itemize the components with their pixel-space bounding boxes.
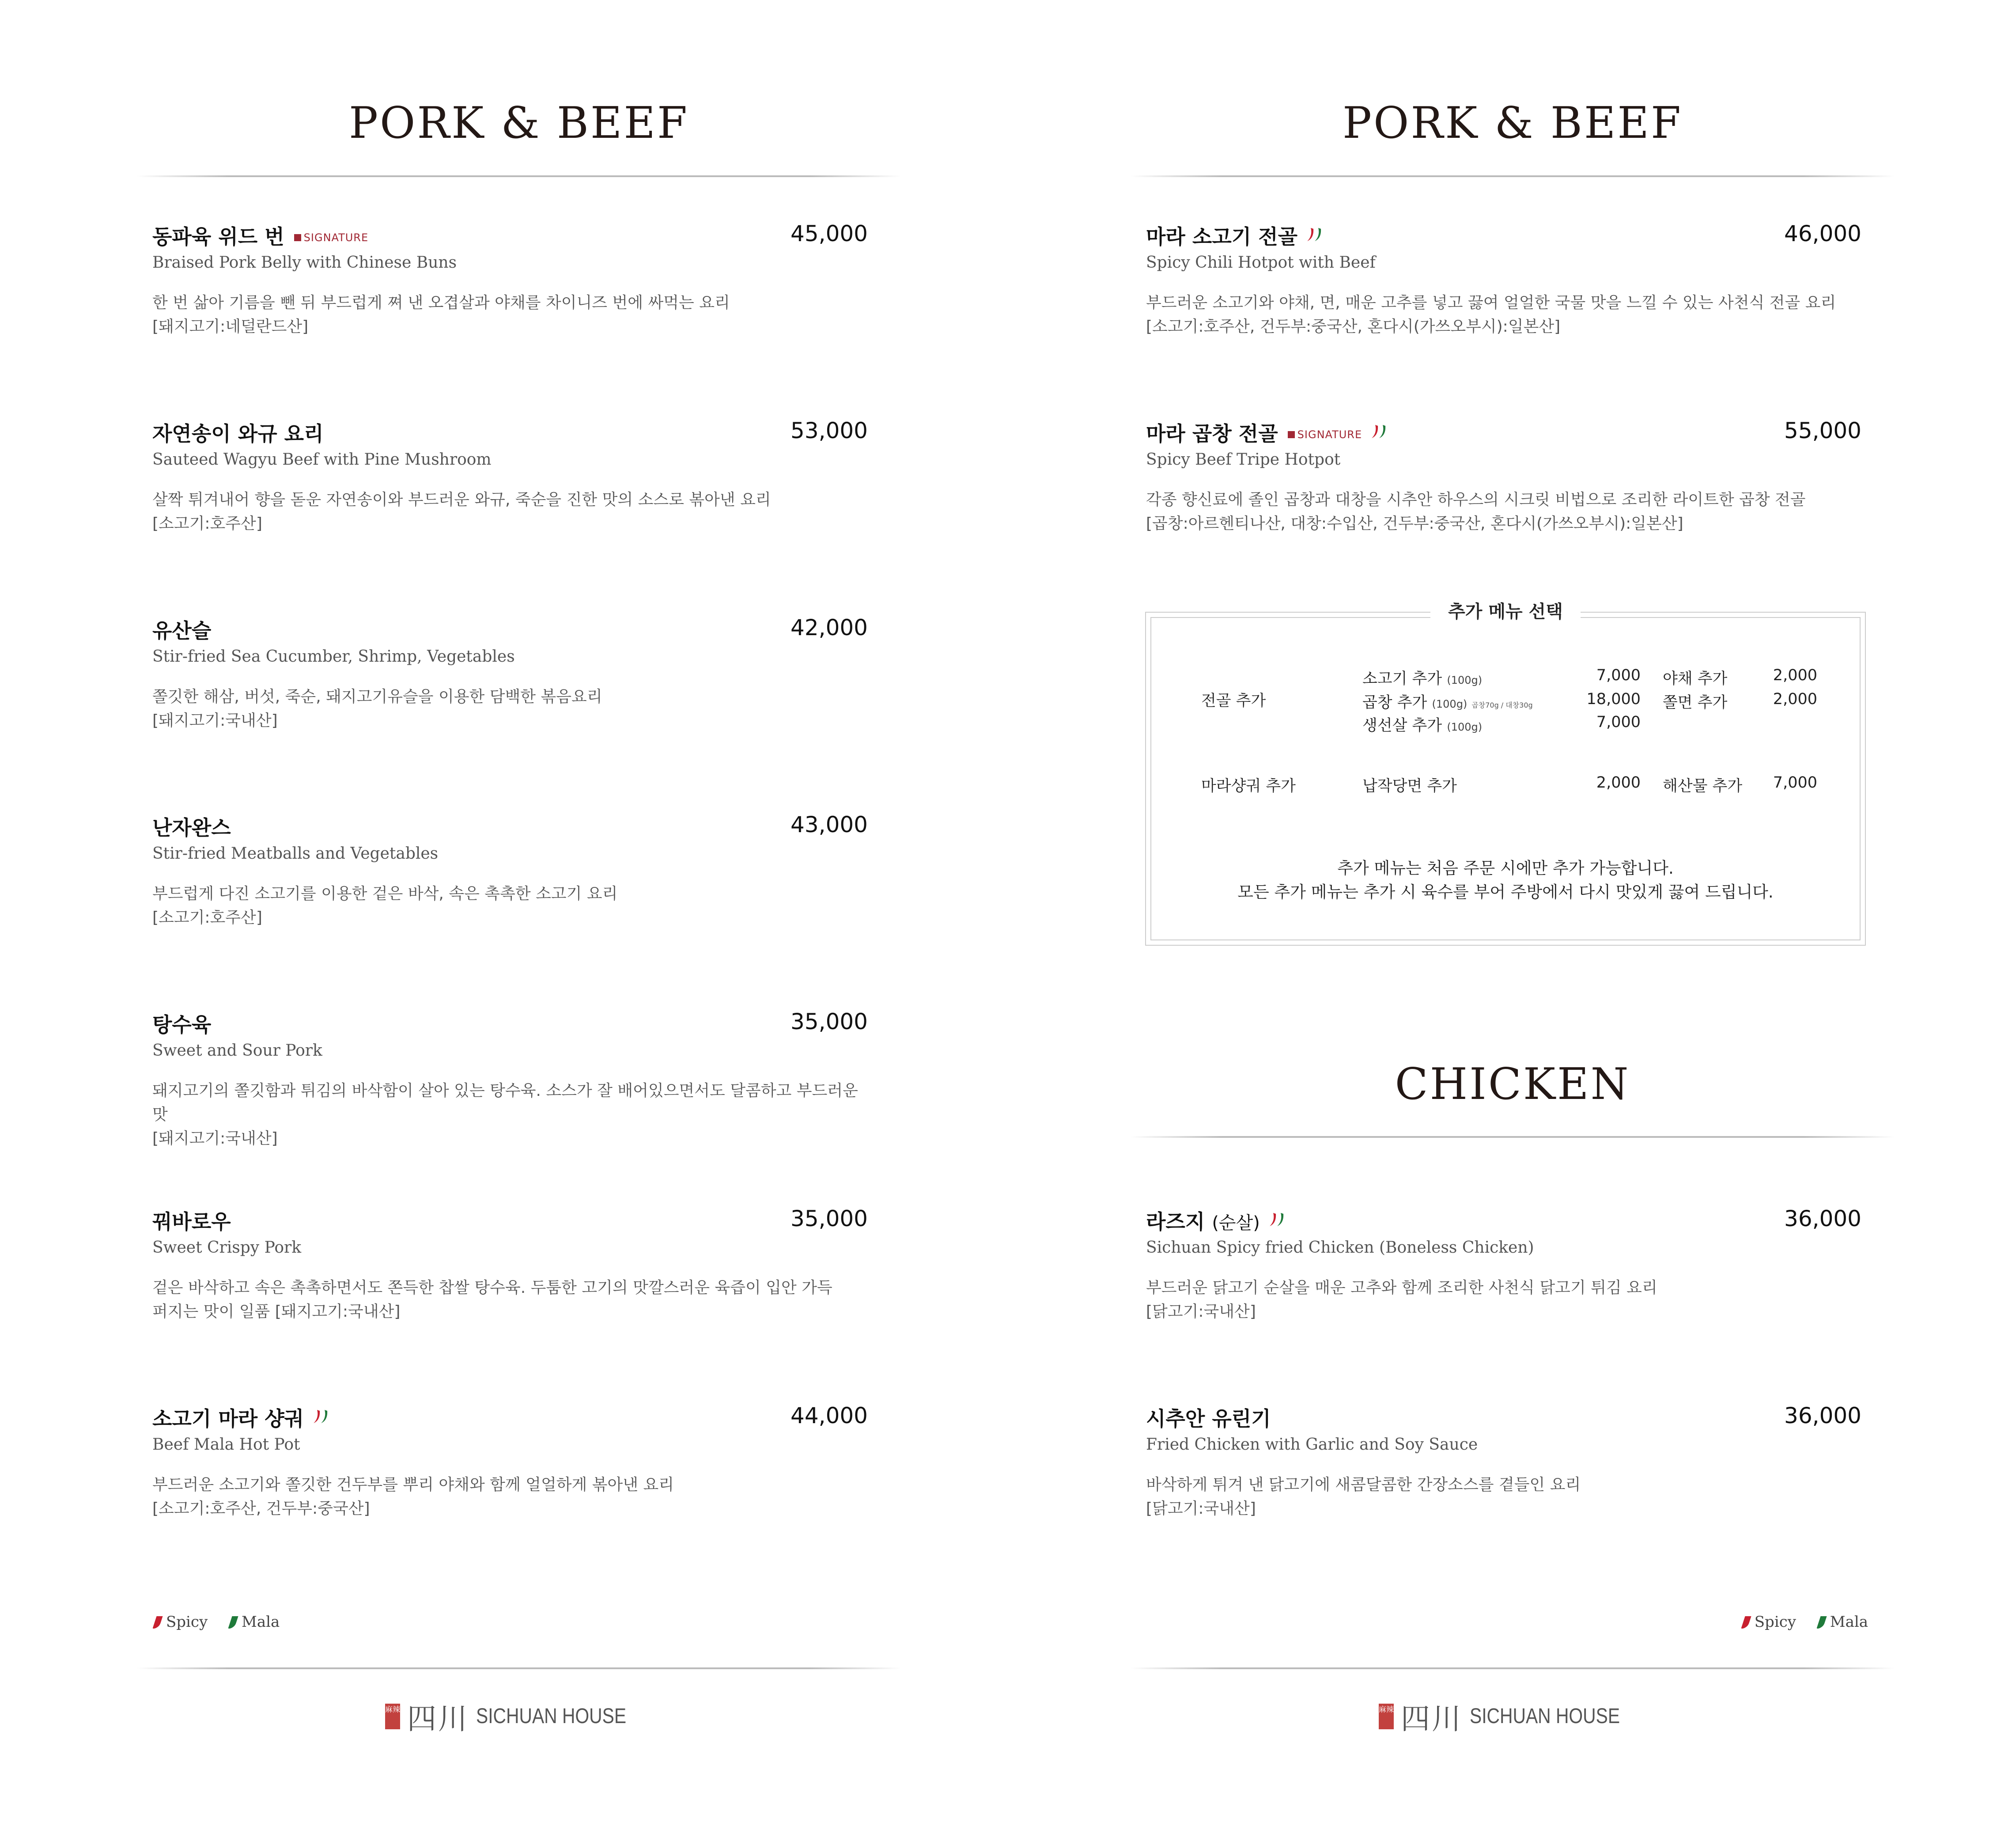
spicy-icon <box>1741 1616 1751 1629</box>
item-name-en: Sweet Crispy Pork <box>152 1239 302 1257</box>
footer-divider <box>137 1667 901 1669</box>
title-divider <box>1131 175 1895 177</box>
item-description: 부드러운 소고기와 쫄깃한 건두부를 뿌리 야채와 함께 얼얼하게 볶아낸 요리 [소고기:호주산, 건두부:중국산] <box>152 1476 674 1518</box>
menu-item-dongpayuk <box>152 221 868 339</box>
menu-item-yulinji <box>1146 1403 1861 1521</box>
spicy-icon <box>152 1616 163 1629</box>
item-description: 돼지고기의 쫄깃함과 튀김의 바삭함이 살아 있는 탕수육. 소스가 잘 배어있으면서도 달콤하고 부드러운 맛 [돼지고기:국내산] <box>152 1082 858 1148</box>
menu-item-beef-mala-xiangguo <box>152 1403 868 1521</box>
menu-page-right <box>1131 0 1895 1826</box>
item-name-ko: 유산슬 <box>152 619 212 643</box>
item-price: 35,000 <box>791 1206 868 1231</box>
spice-legend: Spicy Mala <box>155 1613 280 1631</box>
menu-item-mala-beef-hotpot <box>1146 221 1861 339</box>
signature-badge: SIGNATURE <box>1288 428 1362 441</box>
item-name-en: Fried Chicken with Garlic and Soy Sauce <box>1146 1436 1478 1454</box>
mala-icon <box>1816 1616 1827 1629</box>
logo-name: SICHUAN HOUSE <box>1469 1705 1620 1728</box>
signature-badge: SIGNATURE <box>294 231 368 244</box>
addon-mala-label: 마라샹궈 추가 <box>1201 777 1296 795</box>
item-name-en: Braised Pork Belly with Chinese Buns <box>152 254 457 272</box>
item-price: 36,000 <box>1784 1206 1861 1231</box>
spicy-mala-icon <box>1371 424 1390 439</box>
sichuan-house-logo <box>137 1695 901 1737</box>
addon-tripe-price: 18,000 <box>1586 690 1641 708</box>
item-price: 44,000 <box>791 1403 868 1428</box>
menu-page-left <box>137 0 901 1826</box>
mala-icon <box>228 1616 238 1629</box>
menu-item-guobaorou <box>152 1206 868 1324</box>
item-name-ko: 자연송이 와규 요리 <box>152 422 324 446</box>
addon-beef-price: 7,000 <box>1596 667 1641 684</box>
item-name-ko: 마라 곱창 전골 <box>1146 422 1278 446</box>
menu-item-yusanseul <box>152 615 868 733</box>
item-description: 바삭하게 튀겨 낸 닭고기에 새콤달콤한 간장소스를 곁들인 요리 [닭고기:국내산] <box>1146 1476 1581 1518</box>
item-description: 각종 향신료에 졸인 곱창과 대창을 시추안 하우스의 시크릿 비법으로 조리한 라이트한 곱창 전골 [곱창:아르헨티나산, 대창:수입산, 건두부:중국산, 혼다시(가쓰오부시):일본산] <box>1146 491 1806 533</box>
addon-noodle: 납작당면 추가 <box>1362 777 1457 795</box>
title-divider <box>137 175 901 177</box>
item-name-ko: 시추안 유린기 <box>1146 1407 1271 1431</box>
spice-legend: Spicy Mala <box>1743 1613 1868 1631</box>
chicken-divider <box>1131 1136 1895 1138</box>
item-name-ko: 탕수육 <box>152 1013 212 1037</box>
addon-veg-price: 2,000 <box>1773 667 1817 684</box>
item-price: 53,000 <box>791 418 868 443</box>
sichuan-house-logo <box>1131 1695 1895 1737</box>
addon-title: 추가 메뉴 선택 <box>1146 598 1865 623</box>
addon-jjolmyeon: 쫄면 추가 <box>1663 694 1728 712</box>
item-name-en: Sweet and Sour Pork <box>152 1042 322 1060</box>
addon-seafood: 해산물 추가 <box>1663 777 1743 795</box>
item-name-en: Sauteed Wagyu Beef with Pine Mushroom <box>152 451 492 469</box>
item-description: 살짝 튀겨내어 향을 돋운 자연송이와 부드러운 와규, 죽순을 진한 맛의 소스로 볶아낸 요리 [소고기:호주산] <box>152 491 771 533</box>
item-name-ko: 라즈지 (순살) <box>1146 1210 1260 1234</box>
addon-fish-price: 7,000 <box>1596 713 1641 731</box>
item-name-ko: 꿔바로우 <box>152 1210 231 1234</box>
item-description: 부드러운 소고기와 야채, 면, 매운 고추를 넣고 끓여 얼얼한 국물 맛을 느낄 수 있는 사천식 전골 요리 [소고기:호주산, 건두부:중국산, 혼다시(가쓰오부시):일본산] <box>1146 294 1836 336</box>
item-name-ko: 마라 소고기 전골 <box>1146 225 1298 249</box>
addon-beef: 소고기 추가 (100g) <box>1362 670 1483 688</box>
spicy-mala-icon <box>313 1409 332 1424</box>
item-name-ko: 동파육 위드 번 <box>152 225 284 249</box>
menu-item-wagyu <box>152 418 868 536</box>
section-title-pork-beef: PORK & BEEF <box>1343 98 1683 148</box>
item-price: 42,000 <box>791 615 868 640</box>
menu-item-mala-tripe-hotpot <box>1146 418 1861 536</box>
item-description: 부드럽게 다진 소고기를 이용한 겉은 바삭, 속은 촉촉한 소고기 요리 [소고기:호주산] <box>152 885 618 927</box>
addon-noodle-price: 2,000 <box>1596 774 1641 792</box>
section-title-pork-beef: PORK & BEEF <box>349 98 689 148</box>
logo-mark: 四川 <box>1400 1702 1463 1736</box>
signature-mark-icon <box>294 234 301 241</box>
addon-menu-box <box>1145 602 1866 946</box>
item-name-en: Sichuan Spicy fried Chicken (Boneless Chicken) <box>1146 1239 1534 1257</box>
addon-seafood-price: 7,000 <box>1773 774 1817 792</box>
item-name-en: Spicy Beef Tripe Hotpot <box>1146 451 1341 469</box>
logo-name: SICHUAN HOUSE <box>476 1705 627 1728</box>
section-title-chicken: CHICKEN <box>1395 1059 1630 1110</box>
item-name-ko: 소고기 마라 샹궈 <box>152 1407 304 1431</box>
item-name-ko: 난자완스 <box>152 816 231 840</box>
addon-note-1: 추가 메뉴는 처음 주문 시에만 추가 가능합니다. <box>1337 859 1674 878</box>
item-price: 55,000 <box>1784 418 1861 443</box>
item-name-en: Beef Mala Hot Pot <box>152 1436 300 1454</box>
item-name-en: Stir-fried Meatballs and Vegetables <box>152 845 439 863</box>
seal-stamp: 麻辣 <box>385 1704 400 1729</box>
item-name-en: Stir-fried Sea Cucumber, Shrimp, Vegetables <box>152 648 515 666</box>
menu-item-lazi-ji <box>1146 1206 1861 1324</box>
addon-note-2: 모든 추가 메뉴는 추가 시 육수를 부어 주방에서 다시 맛있게 끓여 드립니다. <box>1237 883 1774 902</box>
item-price: 36,000 <box>1784 1403 1861 1428</box>
menu-item-nanjawanseu <box>152 812 868 930</box>
item-price: 46,000 <box>1784 221 1861 246</box>
item-price: 43,000 <box>791 812 868 837</box>
spicy-mala-icon <box>1306 227 1326 242</box>
addon-jjolmyeon-price: 2,000 <box>1773 690 1817 708</box>
seal-stamp: 麻辣 <box>1379 1704 1394 1729</box>
item-description: 부드러운 닭고기 순살을 매운 고추와 함께 조리한 사천식 닭고기 튀김 요리 [닭고기:국내산] <box>1146 1279 1657 1321</box>
addon-hotpot-label: 전골 추가 <box>1201 692 1266 710</box>
spicy-mala-icon <box>1269 1212 1288 1227</box>
menu-item-tangsuyuk <box>152 1009 868 1151</box>
signature-mark-icon <box>1288 431 1295 438</box>
item-description: 한 번 삶아 기름을 뺀 뒤 부드럽게 쪄 낸 오겹살과 야채를 차이니즈 번에 싸먹는 요리 [돼지고기:네덜란드산] <box>152 294 730 336</box>
item-price: 45,000 <box>791 221 868 246</box>
addon-fish: 생선살 추가 (100g) <box>1362 717 1483 735</box>
item-name-en: Spicy Chili Hotpot with Beef <box>1146 254 1376 272</box>
logo-mark: 四川 <box>407 1702 469 1736</box>
item-description: 쫄깃한 해삼, 버섯, 죽순, 돼지고기유슬을 이용한 담백한 볶음요리 [돼지고기:국내산] <box>152 688 602 730</box>
footer-divider <box>1131 1667 1895 1669</box>
item-price: 35,000 <box>791 1009 868 1034</box>
addon-veg: 야채 추가 <box>1663 670 1728 688</box>
item-description: 겉은 바삭하고 속은 촉촉하면서도 쫀득한 찹쌀 탕수육. 두툼한 고기의 맛깔스러운 육즙이 입안 가득 퍼지는 맛이 일품 [돼지고기:국내산] <box>152 1279 832 1321</box>
addon-tripe: 곱창 추가 (100g) 곱창70g / 대창30g <box>1362 694 1533 712</box>
